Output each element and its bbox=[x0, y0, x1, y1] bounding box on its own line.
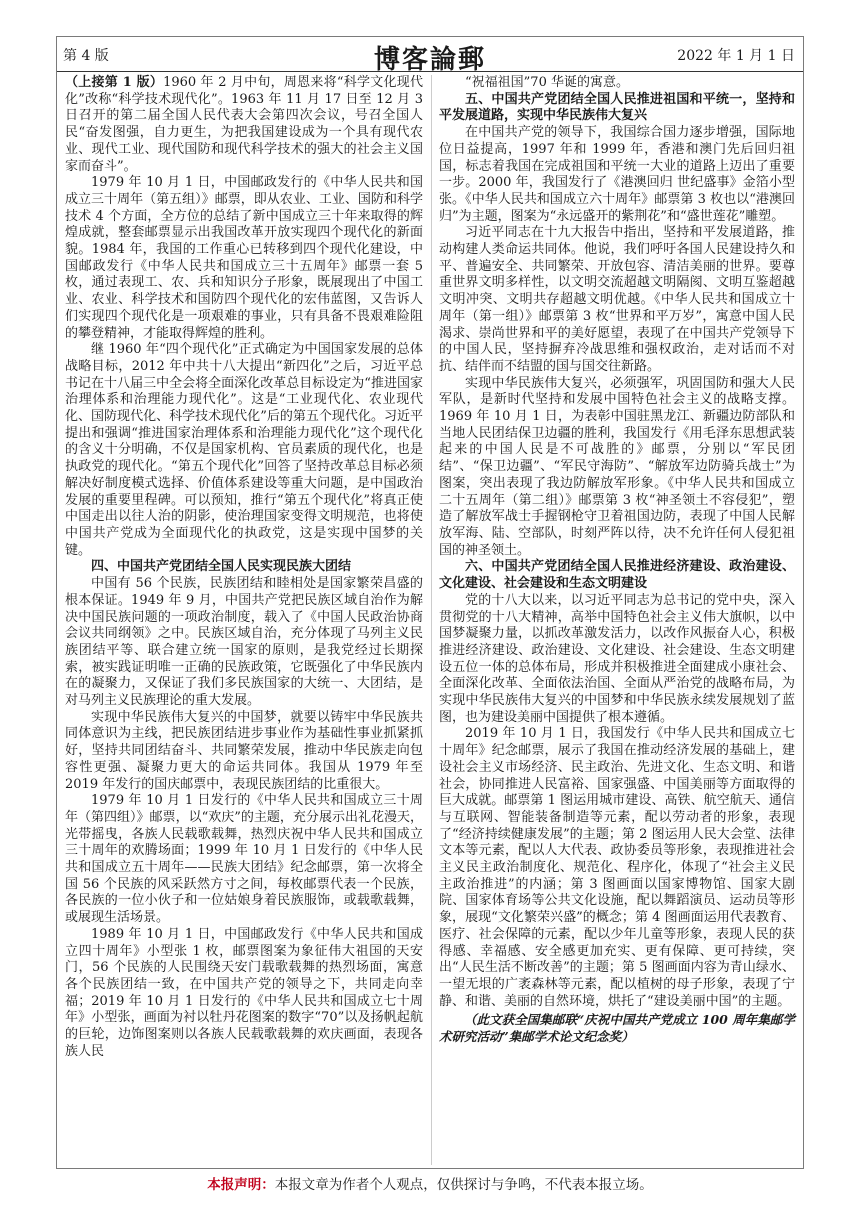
continued-note: （上接第 1 版） bbox=[65, 75, 164, 90]
paragraph: 1989 年 10 月 1 日，中国邮政发行《中华人民共和国成立四十周年》小型张 1 枚，邮票图案为象征伟大祖国的天安门，56 个民族的人民围绕天安门载歌载舞的热烈场面，寓意各个民族团结一致，在中国共产党的领导之下，共同走向幸福；2019 年 10 月 1 日发行的《中华人民共和国成立七十周年》小型张，画面为衬以牡丹花图案的数字“70”以及扬帆起航的巨轮，边饰图案则以各族人民载歌载舞的欢庆画面，表现各族人民 bbox=[65, 926, 423, 1059]
edition-number: 第 4 版 bbox=[63, 48, 109, 64]
paragraph: “祝福祖国”70 华诞的寓意。 bbox=[465, 75, 629, 90]
section-heading: 五、中国共产党团结全国人民推进祖国和平统一，坚持和平发展道路，实现中华民族伟大复兴 bbox=[439, 91, 795, 124]
paragraph: 继 1960 年“四个现代化”正式确定为中国国家发展的总体战略目标，2012 年中共十八大提出“新四化”之后，习近平总书记在十八届三中全会将全面深化改革总目标设定为“推进国家治理体系和治理能力现代化”。这是“工业现代化、农业现代化、国防现代化、科学技术现代化”后的第五个现代化。习近平提出和强调“推进国家治理体系和治理能力现代化”这个现代化的含义十分明确，不仅是国家机构、官员素质的现代化，也是执政党的现代化。“第五个现代化”回答了坚持改革总目标必须解决好制度模式选择、价值体系建设等重大问题，是中国政治发展的重要里程碑。可以预知，推行“第五个现代化”将真正使中国走出以往人治的阴影，使治理国家变得文明规范，也将使中国共产党成为全面现代化的执政党，这是实现中国梦的关键。 bbox=[65, 342, 423, 558]
paragraph: 中国有 56 个民族，民族团结和睦相处是国家繁荣昌盛的根本保证。1949 年 9 月，中国共产党把民族区域自治作为解决中国民族问题的一项政治制度，载入了《中国人民政治协商会议共同纲领》之中。民族区域自治，充分体现了马列主义民族团结平等、联合建立统一国家的原则，是我党经过长期探索，被实践证明唯一正确的民族政策，它既强化了中华民族内在的凝聚力，又保证了我们多民族国家的大统一、大团结，是对马列主义民族理论的重大发展。 bbox=[65, 576, 423, 709]
newspaper-page bbox=[56, 36, 804, 1169]
paragraph: 实现中华民族伟大复兴，必须强军，巩固国防和强大人民军队，是新时代坚持和发展中国特色社会主义的战略支撑。1969 年 10 月 1 日，为表彰中国驻黑龙江、新疆边防部队和当地人民团结保卫边疆的胜利，我国发行《用毛泽东思想武装起来的中国人民是不可战胜的》邮票，分别以“军民团结”、“保卫边疆”、“军民守海防”、“解放军边防骑兵战士”为图案，突出表现了我边防解放军形象。《中华人民共和国成立二十五周年（第二组）》邮票第 3 枚“神圣领土不容侵犯”，塑造了解放军战士手握钢枪守卫着祖国边防，表现了中国人民解放军海、陆、空部队，时刻严阵以待，决不允许任何人侵犯祖国的神圣领土。 bbox=[439, 375, 795, 558]
paragraph bbox=[65, 75, 423, 175]
right-column bbox=[439, 75, 795, 1046]
disclaimer-footer bbox=[56, 1173, 804, 1193]
paragraph-text: 1960 年 2 月中旬，周恩来将“科学文化现代化”改称“科学技术现代化”。1963 年 11 月 17 日至 12 月 3 日召开的第二届全国人民代表大会第四次会议，号召全国人民“奋发图强，自力更生，为把我国建设成为一个具有现代农业、现代工业、现代国防和现代科学技术的强大的社会主义国家而奋斗”。 bbox=[65, 75, 423, 174]
column-divider bbox=[431, 75, 432, 1165]
page-header bbox=[57, 37, 803, 75]
paragraph: 2019 年 10 月 1 日，我国发行《中华人民共和国成立七十周年》纪念邮票，展示了我国在推动经济发展的基础上，建设社会主义市场经济、民主政治、先进文化、生态文明、和谐社会，协同推进人民富裕、国家强盛、中国美丽等方面取得的巨大成就。邮票第 1 图运用城市建设、高铁、航空航天、通信与互联网、智能装备制造等元素，配以劳动者的形象，表现了“经济持续健康发展”的主题；第 2 图运用人民大会堂、法律文本等元素，配以人大代表、政协委员等形象，表现推进社会主义民主政治制度化、规范化、程序化，体现了“社会主义民主政治推进”的内涵；第 3 图画面以国家博物馆、国家大剧院、国家体育场等公共文化设施，配以舞蹈演员、运动员等形象，展现“文化繁荣兴盛”的概念；第 4 图画面运用代表教育、医疗、社会保障的元素，配以少年儿童等形象，表现人民的获得感、幸福感、安全感更加充实、更有保障、更可持续，突出“人民生活不断改善”的主题；第 5 图画面内容为青山绿水、一望无垠的广袤森林等元素，配以植树的母子形象，表现了宁静、和谐、美丽的自然环境，烘托了“建设美丽中国”的主题。 bbox=[439, 726, 795, 1009]
award-credit: （此文获全国集邮联“庆祝中国共产党成立 100 周年集邮学术研究活动”集邮学术论文纪念奖） bbox=[439, 1012, 795, 1045]
paragraph: 1979 年 10 月 1 日发行的《中华人民共和国成立三十周年（第四组）》邮票，以“欢庆”的主题，充分展示出礼花漫天，光带摇曳，各族人民载歌载舞，热烈庆祝中华人民共和国成立三十周年的欢腾场面；1999 年 10 月 1 日发行的《中华人民共和国成立五十周年——民族大团结》纪念邮票，第一次将全国 56 个民族的风采跃然方寸之间，每枚邮票代表一个民族，各民族的一位小伙子和一位姑娘身着民族服饰，或载歌载舞，或展现生活场景。 bbox=[65, 793, 423, 926]
paragraph: 在中国共产党的领导下，我国综合国力逐步增强，国际地位日益提高，1997 年和 1999 年，香港和澳门先后回归祖国，标志着我国在完成祖国和平统一大业的道路上迈出了重要一步。2000 年，我国发行了《港澳回归 世纪盛事》金箔小型张。《中华人民共和国成立六十周年》邮票第 3 枚也以“港澳回归”为主题，图案为“永远盛开的紫荆花”和“盛世莲花”雕塑。 bbox=[439, 125, 795, 224]
paragraph: 实现中华民族伟大复兴的中国梦，就要以铸牢中华民族共同体意识为主线，把民族团结进步事业作为基础性事业抓紧抓好，坚持共同团结奋斗、共同繁荣发展，推动中华民族走向包容性更强、凝聚力更大的命运共同体。我国从 1979 年至 2019 年发行的国庆邮票中，表现民族团结的比重很大。 bbox=[65, 709, 423, 792]
disclaimer-text: 本报文章为作者个人观点，仅供探讨与争鸣，不代表本报立场。 bbox=[274, 1177, 653, 1193]
masthead-title: 博客論郵 bbox=[373, 45, 486, 75]
section-heading: 六、中国共产党团结全国人民推进经济建设、政治建设、文化建设、社会建设和生态文明建设 bbox=[439, 559, 795, 592]
section-heading: 四、中国共产党团结全国人民实现民族大团结 bbox=[91, 559, 352, 575]
paragraph: 习近平同志在十九大报告中指出，坚持和平发展道路，推动构建人类命运共同体。他说，我们呼吁各国人民建设持久和平、普遍安全、共同繁荣、开放包容、清洁美丽的世界。要尊重世界文明多样性，以文明交流超越文明隔阂、文明互鉴超越文明冲突、文明共存超越文明优越。《中华人民共和国成立十周年（第一组）》邮票第 3 枚“世界和平万岁”，寓意中国人民渴求、崇尚世界和平的美好愿望，表现了在中国共产党领导下的中国人民，坚持摒弃冷战思维和强权政治，走对话而不对抗、结伴而不结盟的国与国交往新路。 bbox=[439, 225, 795, 374]
issue-date: 2022 年 1 月 1 日 bbox=[677, 48, 795, 64]
left-column bbox=[65, 75, 423, 1060]
paragraph: 1979 年 10 月 1 日，中国邮政发行的《中华人民共和国成立三十周年（第五组）》邮票，即从农业、工业、国防和科学技术 4 个方面，全方位的总结了新中国成立三十年来取得的辉煌成就，整套邮票显示出我国改革开放实现四个现代化的新面貌。1984 年，我国的工作重心已转移到四个现代化建设，中国邮政发行《中华人民共和国成立三十五周年》邮票一套 5 枚，通过表现工、农、兵和知识分子形象，既展现出了中国工业、农业、科学技术和国防四个现代化的宏伟蓝图，又告诉人们实现四个现代化是一项艰难的事业，只有具备不畏艰难险阻的攀登精神，才能取得辉煌的胜利。 bbox=[65, 175, 423, 341]
disclaimer-label: 本报声明： bbox=[207, 1177, 275, 1193]
paragraph: 党的十八大以来，以习近平同志为总书记的党中央，深入贯彻党的十八大精神，高举中国特色社会主义伟大旗帜，以中国梦凝聚力量，以抓改革激发活力，以改作风振奋人心，积极推进经济建设、政治建设、文化建设、社会建设、生态文明建设五位一体的总体布局，形成并积极推进全面建成小康社会、全面深化改革、全面依法治国、全面从严治党的战略布局，为实现中华民族伟大复兴的中国梦和中华民族永续发展规划了蓝图，也为建设美丽中国提供了根本遵循。 bbox=[439, 592, 795, 725]
